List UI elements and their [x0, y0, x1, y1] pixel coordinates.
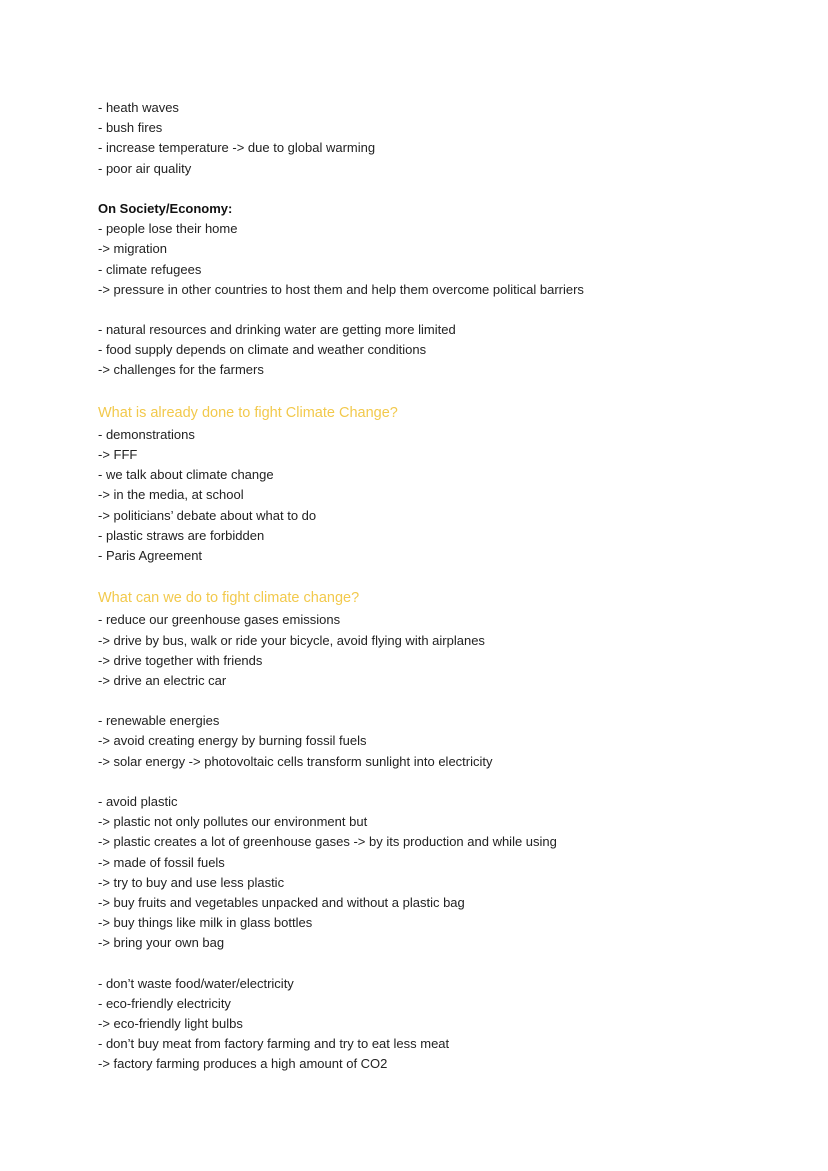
text-line: -> plastic creates a lot of greenhouse gases -> by its production and while using [98, 834, 557, 850]
text-line: -> buy things like milk in glass bottles [98, 915, 313, 931]
blank-line [98, 381, 798, 401]
text-line: - people lose their home [98, 221, 238, 237]
text-line: - food supply depends on climate and weather conditions [98, 342, 427, 358]
text-line: -> drive together with friends [98, 652, 263, 668]
document-body [98, 98, 798, 1075]
text-line: -> try to buy and use less plastic [98, 874, 285, 890]
blank-line [98, 300, 798, 320]
text-line: -> buy fruits and vegetables unpacked and without a plastic bag [98, 894, 465, 910]
text-line: -> migration [98, 241, 167, 257]
text-line: -> solar energy -> photovoltaic cells transform sunlight into electricity [98, 753, 493, 769]
subsection-title: On Society/Economy: [98, 200, 233, 216]
text-line: - climate refugees [98, 261, 202, 277]
text-line: -> in the media, at school [98, 487, 244, 503]
text-line: -> eco-friendly light bulbs [98, 1016, 243, 1032]
text-line: - renewable energies [98, 713, 220, 729]
text-line: -> drive by bus, walk or ride your bicycle, avoid flying with airplanes [98, 632, 485, 648]
text-line: - eco-friendly electricity [98, 995, 231, 1011]
text-line: - avoid plastic [98, 794, 178, 809]
text-line: -> bring your own bag [98, 935, 225, 951]
text-line: - don’t waste food/water/electricity [98, 975, 294, 991]
text-line: - demonstrations [98, 426, 195, 442]
text-line: -> plastic not only pollutes our environment but [98, 814, 368, 830]
text-line: - heath waves [98, 100, 179, 115]
text-line: - poor air quality [98, 160, 192, 176]
text-line: - we talk about climate change [98, 467, 274, 483]
text-line: -> FFF [98, 447, 138, 462]
text-line: -> challenges for the farmers [98, 362, 264, 378]
text-line: -> made of fossil fuels [98, 854, 225, 870]
text-line: -> drive an electric car [98, 672, 227, 688]
blank-line [98, 954, 798, 974]
blank-line [98, 179, 798, 199]
section-heading: What is already done to fight Climate Change? [98, 404, 398, 421]
text-line: - reduce our greenhouse gases emissions [98, 612, 341, 628]
blank-line [98, 772, 798, 792]
text-line: - don’t buy meat from factory farming and try to eat less meat [98, 1036, 450, 1052]
text-line: - natural resources and drinking water are getting more limited [98, 322, 456, 338]
text-line: -> avoid creating energy by burning fossil fuels [98, 733, 367, 749]
text-line: -> pressure in other countries to host them and help them overcome political barriers [98, 281, 584, 297]
text-line: -> politicians’ debate about what to do [98, 507, 317, 523]
text-line: - bush fires [98, 120, 163, 136]
text-line: - plastic straws are forbidden [98, 527, 265, 543]
blank-line [98, 566, 798, 586]
text-line: - increase temperature -> due to global warming [98, 140, 376, 156]
blank-line [98, 691, 798, 711]
text-line: - Paris Agreement [98, 547, 203, 563]
text-line: -> factory farming produces a high amount of CO2 [98, 1056, 388, 1072]
section-heading: What can we do to fight climate change? [98, 590, 360, 607]
